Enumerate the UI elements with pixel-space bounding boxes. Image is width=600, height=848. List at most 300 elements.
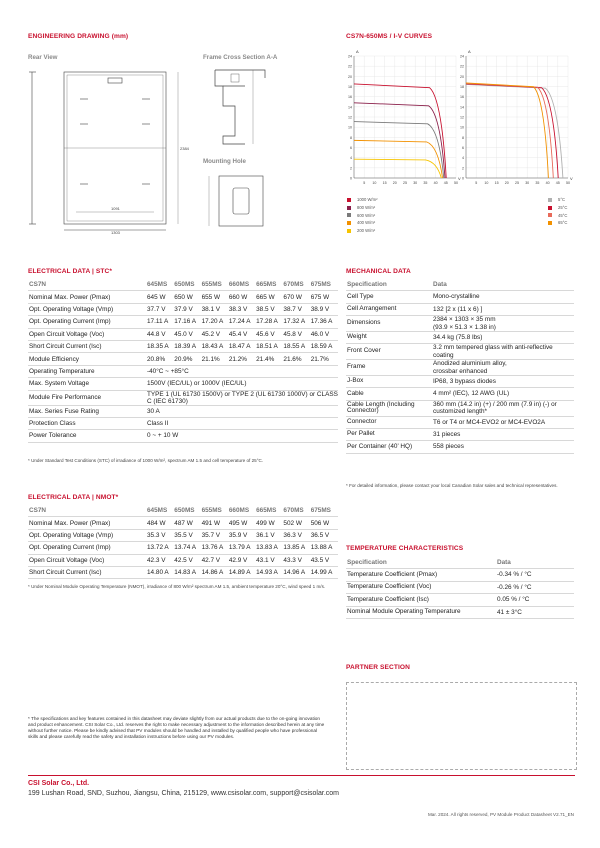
y-axis-label: A [468, 49, 471, 54]
nmot-row [28, 566, 338, 578]
stc-value: 21.2% [229, 353, 256, 365]
nmot-value: 42.7 V [202, 554, 229, 566]
stc-header-cell: 650MS [174, 279, 201, 291]
mech-row [346, 316, 574, 332]
mech-row [346, 441, 574, 453]
mech-value: 31 pieces [433, 428, 574, 440]
nmot-value: 36.3 V [283, 529, 310, 541]
x-tick-label: 50 [454, 181, 458, 185]
legend-temp-label: 65°C [558, 220, 568, 226]
x-tick-label: 15 [494, 181, 499, 185]
mech-label: Per Pallet [346, 428, 433, 440]
mech-header-row [346, 279, 574, 291]
stc-note: * Under Standard Test Conditions (STC) of irradiance of 1000 W/m², spectrum AM 1.5 and cell temperature of 25°C. [28, 458, 264, 463]
iv-curve-irradiance [354, 122, 444, 178]
mech-row [346, 400, 574, 416]
temp-header-cell: Data [497, 557, 574, 569]
stc-value: 37.7 V [147, 303, 174, 315]
stc-header-cell: 670MS [283, 279, 310, 291]
nmot-value: 36.1 V [256, 529, 283, 541]
stc-row [28, 405, 338, 417]
nmot-value: 13.88 A [311, 542, 338, 554]
nmot-row [28, 542, 338, 554]
nmot-value: 35.7 V [202, 529, 229, 541]
nmot-label: Opt. Operating Voltage (Vmp) [28, 529, 147, 541]
stc-row [28, 417, 338, 429]
x-tick-label: 30 [525, 181, 530, 185]
nmot-value: 14.89 A [229, 566, 256, 578]
nmot-value: 35.3 V [147, 529, 174, 541]
temperature-title: TEMPERATURE CHARACTERISTICS [346, 545, 464, 552]
dim-width: 1303 [111, 230, 120, 234]
stc-value: 46.0 V [311, 328, 338, 340]
legend-irr-label: 1000 W/m² [357, 197, 378, 202]
rear-view-label: Rear View [28, 54, 58, 61]
nmot-value: 14.99 A [311, 566, 338, 578]
nmot-value: 13.72 A [147, 542, 174, 554]
stc-value: 17.32 A [283, 316, 310, 328]
temp-label: Temperature Coefficient (Voc) [346, 581, 497, 593]
nmot-value: 13.79 A [229, 542, 256, 554]
y-tick-label: 8 [462, 135, 464, 140]
temp-label: Nominal Module Operating Temperature [346, 606, 497, 618]
stc-value: 38.9 V [311, 303, 338, 315]
legend-temp-label: 5°C [558, 197, 566, 202]
stc-value: Class II [147, 417, 338, 429]
x-tick-label: 40 [545, 181, 550, 185]
mech-value: Mono-crystalline [433, 291, 574, 303]
mech-label: Weight [346, 331, 433, 343]
stc-value: 17.20 A [202, 316, 229, 328]
stc-value: 30 A [147, 405, 338, 417]
iv-curve-temperature [466, 84, 558, 178]
stc-value: -40°C ~ +85°C [147, 365, 338, 377]
x-tick-label: 25 [403, 181, 407, 185]
temp-row [346, 581, 574, 593]
iv-curve-irradiance [354, 159, 441, 178]
nmot-value: 14.93 A [256, 566, 283, 578]
electrical-nmot-title: ELECTRICAL DATA | NMOT* [28, 494, 119, 501]
iv-title: CS7N-650MS / I-V CURVES [346, 33, 433, 40]
mech-label: Cell Arrangement [346, 303, 433, 315]
x-tick-label: 5 [363, 181, 366, 185]
stc-row [28, 378, 338, 390]
mechanical-note: * For detailed information, please contact your local Canadian Solar sales and technical representatives. [346, 483, 558, 488]
mech-row [346, 416, 574, 428]
nmot-value: 506 W [311, 517, 338, 529]
dim-inner: 1091 [111, 206, 120, 211]
legend-irr-swatch [347, 213, 351, 217]
mech-row [346, 428, 574, 440]
stc-value: 45.0 V [174, 328, 201, 340]
stc-row [28, 340, 338, 352]
x-tick-label: 35 [535, 181, 540, 185]
stc-value: 38.1 V [202, 303, 229, 315]
electrical-stc-table [28, 279, 338, 443]
stc-row [28, 353, 338, 365]
stc-header-cell: CS7N [28, 279, 147, 291]
mech-value: 3.2 mm tempered glass with anti-reflective coating [433, 344, 574, 360]
dim-height: 2384 [180, 146, 189, 151]
stc-value: 18.59 A [311, 340, 338, 352]
x-tick-label: 35 [423, 181, 428, 185]
nmot-label: Nominal Max. Power (Pmax) [28, 517, 147, 529]
mech-value: 4 mm² (IEC), 12 AWG (UL) [433, 388, 574, 400]
stc-label: Operating Temperature [28, 365, 147, 377]
stc-value: TYPE 1 (UL 61730 1500V) or TYPE 2 (UL 61730 1000V) or CLASS C (IEC 61730) [147, 390, 338, 405]
temperature-table [346, 557, 574, 619]
stc-value: 37.9 V [174, 303, 201, 315]
temp-header-cell: Specification [346, 557, 497, 569]
mech-header-cell: Data [433, 279, 574, 291]
stc-value: 18.51 A [256, 340, 283, 352]
legend-irr-label: 800 W/m² [357, 204, 376, 210]
stc-value: 20.8% [147, 353, 174, 365]
mech-value: Anodized aluminium alloy, crossbar enhanced [433, 360, 574, 376]
legend-temp-swatch [548, 213, 552, 217]
nmot-value: 43.3 V [283, 554, 310, 566]
stc-label: Opt. Operating Voltage (Vmp) [28, 303, 147, 315]
stc-label: Module Efficiency [28, 353, 147, 365]
y-tick-label: 0 [350, 176, 352, 181]
legend-irr-item [347, 204, 377, 212]
stc-label: Short Circuit Current (Isc) [28, 340, 147, 352]
y-tick-label: 2 [350, 166, 352, 171]
mounting-hole-drawing [205, 170, 275, 240]
nmot-value: 14.96 A [283, 566, 310, 578]
y-tick-label: 4 [350, 156, 352, 161]
nmot-row [28, 554, 338, 566]
stc-value: 645 W [147, 291, 174, 303]
temp-value: -0.26 % / °C [497, 581, 574, 593]
legend-temp-swatch [548, 206, 552, 210]
stc-label: Module Fire Performance [28, 390, 147, 405]
mech-label: Connector [346, 416, 433, 428]
stc-value: 670 W [283, 291, 310, 303]
y-tick-label: 6 [462, 146, 464, 150]
stc-row [28, 328, 338, 340]
nmot-header-cell: CS7N [28, 505, 147, 517]
stc-value: 38.5 V [256, 303, 283, 315]
nmot-header-cell: 665MS [256, 505, 283, 517]
stc-value: 0 ~ + 10 W [147, 430, 338, 442]
x-axis-label: V [458, 176, 461, 181]
frame-cross-drawing [205, 66, 275, 148]
legend-irr-item [347, 219, 377, 227]
mech-row [346, 376, 574, 388]
electrical-nmot-table [28, 505, 338, 579]
nmot-label: Opt. Operating Current (Imp) [28, 542, 147, 554]
stc-value: 675 W [311, 291, 338, 303]
iv-curve-temperature [466, 83, 548, 178]
temp-value: 41 ± 3°C [497, 606, 574, 618]
nmot-value: 14.86 A [202, 566, 229, 578]
iv-curve-temperature [466, 83, 553, 178]
stc-value: 18.39 A [174, 340, 201, 352]
nmot-value: 13.85 A [283, 542, 310, 554]
y-tick-label: 12 [460, 115, 464, 120]
legend-irr-label: 600 W/m² [357, 212, 376, 218]
stc-row [28, 365, 338, 377]
temp-value: -0.34 % / °C [497, 569, 574, 581]
x-tick-label: 30 [413, 181, 418, 185]
mech-value: 132 [2 x (11 x 6) ] [433, 303, 574, 315]
iv-curves-chart [340, 44, 580, 194]
legend-irr-label: 200 W/m² [357, 228, 376, 234]
mech-label: Cable [346, 388, 433, 400]
stc-value: 665 W [256, 291, 283, 303]
x-axis-label: V [570, 176, 573, 181]
stc-value: 38.3 V [229, 303, 256, 315]
stc-value: 21.4% [256, 353, 283, 365]
nmot-header-cell: 670MS [283, 505, 310, 517]
stc-row [28, 316, 338, 328]
footer-copyright: Mar. 2024. All rights reserved, PV Module Product Datasheet V2.71_EN [427, 812, 574, 817]
x-tick-label: 10 [372, 181, 377, 185]
x-tick-label: 45 [555, 181, 560, 185]
nmot-value: 499 W [256, 517, 283, 529]
y-tick-label: 18 [460, 85, 464, 89]
stc-value: 655 W [202, 291, 229, 303]
x-tick-label: 20 [504, 181, 509, 185]
mech-label: Per Container (40' HQ) [346, 441, 433, 453]
legend-temp-item [548, 196, 567, 204]
stc-label: Max. Series Fuse Rating [28, 405, 147, 417]
mech-label: Front Cover [346, 344, 433, 360]
temp-label: Temperature Coefficient (Pmax) [346, 569, 497, 581]
nmot-value: 43.1 V [256, 554, 283, 566]
mounting-hole-label: Mounting Hole [203, 158, 246, 165]
mech-value: 360 mm (14.2 in) (+) / 200 mm (7.9 in) (-) or customized length* [433, 400, 574, 416]
nmot-value: 495 W [229, 517, 256, 529]
nmot-value: 36.5 V [311, 529, 338, 541]
frame-cross-label: Frame Cross Section A-A [203, 54, 278, 61]
y-tick-label: 6 [350, 146, 352, 150]
stc-value: 18.43 A [202, 340, 229, 352]
y-axis-label: A [356, 49, 359, 54]
stc-header-cell: 660MS [229, 279, 256, 291]
x-tick-label: 20 [392, 181, 397, 185]
legend-temp-item [548, 212, 567, 220]
iv-legend-irradiance [347, 196, 377, 235]
stc-value: 21.6% [283, 353, 310, 365]
temp-header-row [346, 557, 574, 569]
x-tick-label: 40 [433, 181, 438, 185]
nmot-value: 14.80 A [147, 566, 174, 578]
stc-header-cell: 655MS [202, 279, 229, 291]
stc-value: 21.1% [202, 353, 229, 365]
y-tick-label: 14 [348, 105, 352, 110]
nmot-header-cell: 645MS [147, 505, 174, 517]
y-tick-label: 16 [348, 95, 352, 100]
stc-value: 21.7% [311, 353, 338, 365]
nmot-value: 487 W [174, 517, 201, 529]
mech-row [346, 360, 574, 376]
x-tick-label: 25 [515, 181, 519, 185]
footer-address: 199 Lushan Road, SND, Suzhou, Jiangsu, China, 215129, www.csisolar.com, support@csisolar.com [28, 790, 339, 797]
y-tick-label: 22 [348, 64, 352, 69]
y-tick-label: 0 [462, 176, 464, 181]
stc-value: 38.7 V [283, 303, 310, 315]
stc-row [28, 390, 338, 405]
nmot-header-row [28, 505, 338, 517]
nmot-value: 42.5 V [174, 554, 201, 566]
nmot-value: 14.83 A [174, 566, 201, 578]
nmot-label: Short Circuit Current (Isc) [28, 566, 147, 578]
x-tick-label: 50 [566, 181, 570, 185]
nmot-header-cell: 675MS [311, 505, 338, 517]
stc-header-cell: 675MS [311, 279, 338, 291]
mech-label: Dimensions [346, 316, 433, 332]
legend-irr-swatch [347, 229, 351, 233]
legend-temp-label: 25°C [558, 204, 568, 210]
mech-label: Cable Length (Including Connector) [346, 400, 433, 416]
legend-temp-item [548, 204, 567, 212]
mech-row [346, 344, 574, 360]
mech-value: 558 pieces [433, 441, 574, 453]
legend-temp-swatch [548, 221, 552, 225]
stc-value: 20.9% [174, 353, 201, 365]
nmot-value: 35.9 V [229, 529, 256, 541]
y-tick-label: 20 [460, 74, 464, 79]
y-tick-label: 10 [348, 125, 352, 130]
stc-value: 18.47 A [229, 340, 256, 352]
stc-value: 18.55 A [283, 340, 310, 352]
x-tick-label: 10 [484, 181, 489, 185]
stc-value: 45.8 V [283, 328, 310, 340]
stc-label: Protection Class [28, 417, 147, 429]
stc-row [28, 291, 338, 303]
temp-row [346, 569, 574, 581]
y-tick-label: 16 [460, 95, 464, 100]
temp-row [346, 606, 574, 618]
disclaimer: * The specifications and key features contained in this datasheet may deviate slightly from our actual products due to the on-going innovation and product enhancement. CSI Solar Co., Ltd. reserves the right to make necessary adjustment to the information described herein at any time without further notice. Please be kindly advised that PV modules should be handled and installed by qualified people who have professional skills and please carefully read the safety and installation instructions before using our PV modules. [28, 716, 325, 739]
mech-label: J-Box [346, 376, 433, 388]
partner-title: PARTNER SECTION [346, 664, 411, 671]
stc-label: Max. System Voltage [28, 378, 147, 390]
y-tick-label: 20 [348, 74, 352, 79]
y-tick-label: 2 [462, 166, 464, 171]
nmot-value: 13.74 A [174, 542, 201, 554]
stc-value: 44.8 V [147, 328, 174, 340]
x-tick-label: 5 [475, 181, 478, 185]
iv-curve-irradiance [354, 84, 446, 178]
temp-value: 0.05 % / °C [497, 594, 574, 606]
iv-curve-temperature [466, 84, 563, 178]
stc-label: Opt. Operating Current (Imp) [28, 316, 147, 328]
stc-row [28, 430, 338, 442]
rear-view-drawing [28, 64, 198, 234]
mechanical-title: MECHANICAL DATA [346, 268, 411, 275]
nmot-value: 43.5 V [311, 554, 338, 566]
nmot-note: * Under Nominal Module Operating Temperature (NMOT), irradiance of 800 W/m² spectrum AM 1.5, ambient temperature 20°C, wind speed 1 m/s. [28, 584, 326, 589]
mech-row [346, 388, 574, 400]
y-tick-label: 8 [350, 135, 352, 140]
partner-box [346, 682, 577, 770]
legend-irr-item [347, 227, 377, 235]
nmot-value: 42.9 V [229, 554, 256, 566]
legend-irr-swatch [347, 206, 351, 210]
stc-header-cell: 645MS [147, 279, 174, 291]
legend-temp-item [548, 219, 567, 227]
temp-row [346, 594, 574, 606]
stc-value: 45.6 V [256, 328, 283, 340]
mech-value: 2384 × 1303 × 35 mm (93.9 × 51.3 × 1.38 in) [433, 316, 574, 332]
nmot-value: 13.76 A [202, 542, 229, 554]
legend-irr-item [347, 212, 377, 220]
mech-row [346, 291, 574, 303]
nmot-row [28, 529, 338, 541]
legend-temp-swatch [548, 198, 552, 202]
stc-label: Open Circuit Voltage (Voc) [28, 328, 147, 340]
legend-irr-item [347, 196, 377, 204]
nmot-value: 42.3 V [147, 554, 174, 566]
legend-temp-label: 45°C [558, 212, 568, 218]
x-tick-label: 15 [382, 181, 387, 185]
mech-header-cell: Specification [346, 279, 433, 291]
stc-value: 17.11 A [147, 316, 174, 328]
temp-label: Temperature Coefficient (Isc) [346, 594, 497, 606]
stc-value: 17.28 A [256, 316, 283, 328]
stc-value: 17.16 A [174, 316, 201, 328]
footer-divider [28, 775, 575, 776]
stc-label: Nominal Max. Power (Pmax) [28, 291, 147, 303]
nmot-row [28, 517, 338, 529]
mech-value: 34.4 kg (75.8 lbs) [433, 331, 574, 343]
stc-value: 650 W [174, 291, 201, 303]
mech-label: Cell Type [346, 291, 433, 303]
y-tick-label: 18 [348, 85, 352, 89]
footer-company: CSI Solar Co., Ltd. [28, 780, 90, 787]
y-tick-label: 24 [460, 54, 464, 59]
stc-value: 45.2 V [202, 328, 229, 340]
y-tick-label: 4 [462, 156, 464, 161]
mech-value: T6 or T4 or MC4-EVO2 or MC4-EVO2A [433, 416, 574, 428]
stc-label: Power Tolerance [28, 430, 147, 442]
stc-row [28, 303, 338, 315]
mech-row [346, 331, 574, 343]
iv-legend-temp [548, 196, 567, 227]
stc-value: 45.4 V [229, 328, 256, 340]
mechanical-table [346, 279, 574, 454]
legend-irr-label: 400 W/m² [357, 220, 376, 226]
y-tick-label: 10 [460, 125, 464, 130]
legend-irr-swatch [347, 221, 351, 225]
nmot-value: 491 W [202, 517, 229, 529]
stc-value: 1500V (IEC/UL) or 1000V (IEC/UL) [147, 378, 338, 390]
legend-irr-swatch [347, 198, 351, 202]
nmot-value: 35.5 V [174, 529, 201, 541]
y-tick-label: 14 [460, 105, 464, 110]
y-tick-label: 24 [348, 54, 352, 59]
stc-value: 17.24 A [229, 316, 256, 328]
mech-label: Frame [346, 360, 433, 376]
nmot-label: Open Circuit Voltage (Voc) [28, 554, 147, 566]
stc-header-row [28, 279, 338, 291]
stc-value: 660 W [229, 291, 256, 303]
stc-value: 18.35 A [147, 340, 174, 352]
nmot-header-cell: 650MS [174, 505, 201, 517]
y-tick-label: 22 [460, 64, 464, 69]
nmot-value: 484 W [147, 517, 174, 529]
nmot-header-cell: 655MS [202, 505, 229, 517]
mech-row [346, 303, 574, 315]
stc-value: 17.36 A [311, 316, 338, 328]
mech-value: IP68, 3 bypass diodes [433, 376, 574, 388]
stc-header-cell: 665MS [256, 279, 283, 291]
electrical-stc-title: ELECTRICAL DATA | STC* [28, 268, 113, 275]
engineering-title: ENGINEERING DRAWING (mm) [28, 33, 129, 40]
